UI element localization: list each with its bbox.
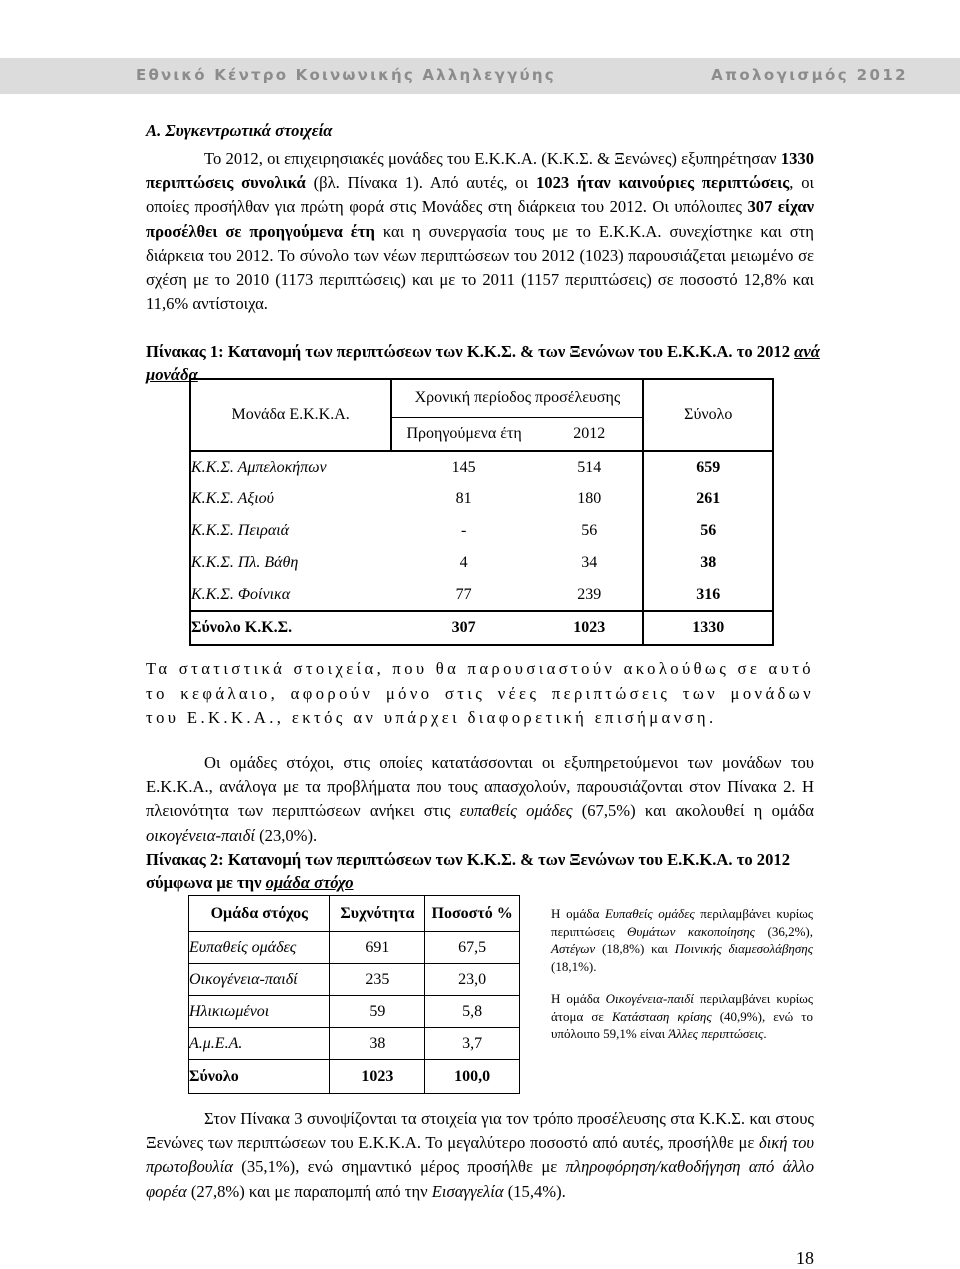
table-row: Κ.Κ.Σ. Φοίνικα 77 239 316	[190, 579, 773, 611]
table2-total-row: Σύνολο 1023 100,0	[189, 1060, 520, 1094]
page-header	[0, 58, 960, 94]
intro-paragraph: Το 2012, οι επιχειρησιακές μονάδες του Ε.Κ.Κ.Α. (Κ.Κ.Σ. & Ξενώνες) εξυπηρέτησαν 1330 περιπτώσεις συνολικά (βλ. Πίνακα 1). Από αυτές, οι 1023 ήταν καινούριες περιπτώσεις, οι οποίες προσήλθαν για πρώτη φορά στις Μονάδες στη διάρκεια του 2012. Οι υπόλοιπες 307 είχαν προσέλθει σε προηγούμενα έτη και η συνεργασία τους με το Ε.Κ.Κ.Α. συνεχίστηκε και στη διάρκεια του 2012. Το σύνολο των νέων περιπτώσεων του 2012 (1023) παρουσιάζεται μειωμένο σε σχέση με το 2010 (1173 περιπτώσεις) και με το 2011 (1157 περιπτώσεις) σε ποσοστό 12,8% και 11,6% αντίστοιχα.	[146, 149, 814, 314]
table1-header-unit: Μονάδα Ε.Κ.Κ.Α.	[190, 379, 391, 451]
table-row: Ευπαθείς ομάδες 691 67,5	[189, 932, 520, 964]
table-row: Κ.Κ.Σ. Αμπελοκήπων 145 514 659	[190, 451, 773, 483]
section-title: Α. Συγκεντρωτικά στοιχεία	[146, 121, 333, 140]
table1-caption: Πίνακας 1: Κατανομή των περιπτώσεων των Κ.Κ.Σ. & των Ξενώνων του Ε.Κ.Κ.Α. το 2012 ανά μονάδα	[146, 342, 820, 384]
table-row: Κ.Κ.Σ. Πλ. Βάθη 4 34 38	[190, 547, 773, 579]
statistics-note-paragraph: Τα στατιστικά στοιχεία, που θα παρουσιαστούν ακολούθως σε αυτό το κεφάλαιο, αφορούν μόνο στις νέες περιπτώσεις των μονάδων του Ε.Κ.Κ.Α., εκτός αν υπάρχει διαφορετική επισήμανση.	[146, 659, 814, 727]
table2-header-pct: Ποσοστό %	[425, 896, 520, 932]
target-groups-paragraph: Οι ομάδες στόχοι, στις οποίες κατατάσσονται οι εξυπηρετούμενοι των μονάδων του Ε.Κ.Κ.Α., ανάλογα με τα προβλήματα που τους απασχολούν, παρουσιάζονται στον Πίνακα 2. Η πλειονότητα των περιπτώσεων ανήκει στις ευπαθείς ομάδες (67,5%) και ακολουθεί η ομάδα οικογένεια-παιδί (23,0%).	[146, 753, 814, 845]
family-child-note: Η ομάδα Οικογένεια-παιδί περιλαμβάνει κυρίως άτομα σε Κατάσταση κρίσης (40,9%), ενώ το υπόλοιπο 59,1% είναι Άλλες περιπτώσεις.	[551, 991, 814, 1041]
table2-header-freq: Συχνότητα	[330, 896, 425, 932]
table2	[188, 895, 520, 1094]
table-row: Οικογένεια-παιδί 235 23,0	[189, 964, 520, 996]
table1	[189, 378, 774, 646]
table-row: Α.μ.Ε.Α. 38 3,7	[189, 1028, 520, 1060]
page-number: 18	[796, 1248, 814, 1268]
table2-header-group: Ομάδα στόχος	[189, 896, 330, 932]
table1-header-period: Χρονική περίοδος προσέλευσης	[391, 379, 643, 417]
table-row: Κ.Κ.Σ. Πειραιά - 56 56	[190, 515, 773, 547]
table1-header-year: 2012	[536, 417, 644, 451]
table-row: Κ.Κ.Σ. Αξιού 81 180 261	[190, 483, 773, 515]
table1-header-prev: Προηγούμενα έτη	[391, 417, 536, 451]
table1-total-row: Σύνολο Κ.Κ.Σ. 307 1023 1330	[190, 611, 773, 645]
arrival-method-paragraph: Στον Πίνακα 3 συνοψίζονται τα στοιχεία για τον τρόπο προσέλευσης στα Κ.Κ.Σ. και στους Ξενώνες των περιπτώσεων του Ε.Κ.Κ.Α. Το μεγαλύτερο ποσοστό από αυτές, προσήλθε με δική του πρωτοβουλία (35,1%), ενώ σημαντικό μέρος προσήλθε με πληροφόρηση/καθοδήγηση από άλλο φορέα (27,8%) και με παραπομπή από την Εισαγγελία (15,4%).	[146, 1109, 814, 1201]
table-row: Ηλικιωμένοι 59 5,8	[189, 996, 520, 1028]
table1-header-total: Σύνολο	[643, 379, 773, 451]
header-organization: Εθνικό Κέντρο Κοινωνικής Αλληλεγγύης	[136, 66, 556, 84]
header-report-title: Απολογισμός 2012	[711, 66, 908, 84]
vulnerable-groups-note: Η ομάδα Ευπαθείς ομάδες περιλαμβάνει κυρίως περιπτώσεις Θυμάτων κακοποίησης (36,2%), Αστέγων (18,8%) και Ποινικής διαμεσολάβησης (18,1%).	[551, 906, 814, 974]
table2-caption: Πίνακας 2: Κατανομή των περιπτώσεων των Κ.Κ.Σ. & των Ξενώνων του Ε.Κ.Κ.Α. το 2012 σύμφωνα με την ομάδα στόχο	[146, 850, 790, 892]
